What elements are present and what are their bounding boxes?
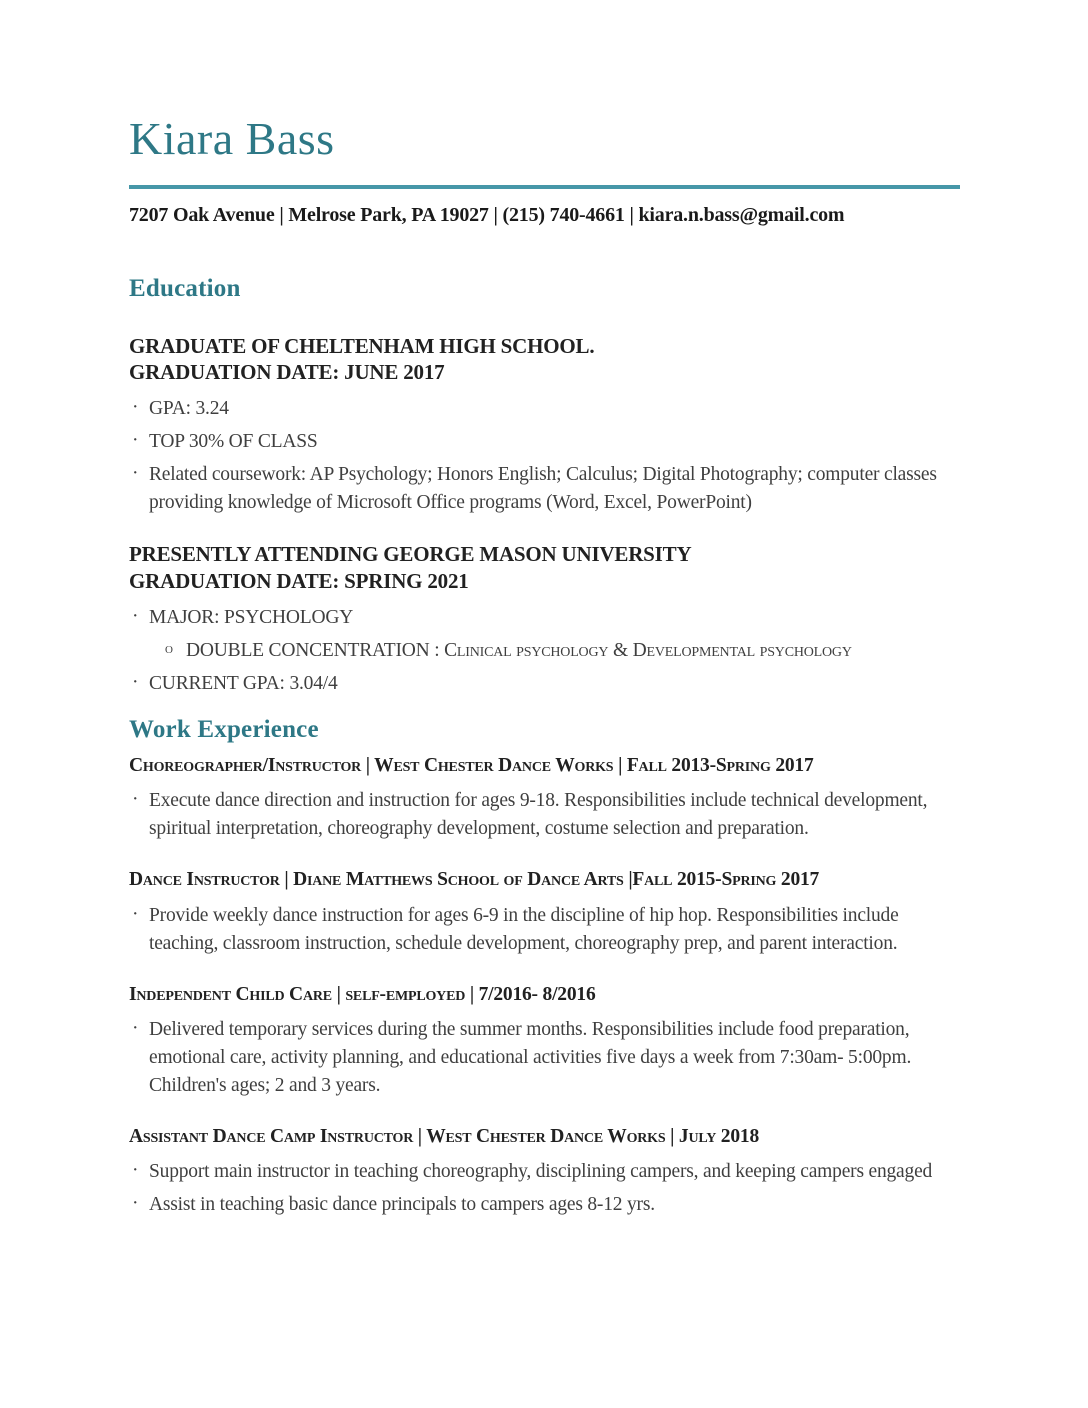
job-title: Assistant Dance Camp Instructor | West Chester Dance Works | July 2018 [129,1126,759,1148]
bullet-item: · Execute dance direction and instruction for ages 9-18. Responsibilities include technical development, spiritual interpretation, choreography development, costume selection and preparation. [129,787,960,843]
education-heading: Education [129,274,241,302]
resume-header [129,114,960,227]
school-name-line: GRADUATE OF CHELTENHAM HIGH SCHOOL. [129,333,595,358]
university-name-line: PRESENTLY ATTENDING GEORGE MASON UNIVERSITY [129,542,692,567]
bullet-item: · Delivered temporary services during the summer months. Responsibilities include food preparation, emotional care, activity planning, and educational activities five days a week from 7:30am- 5:00pm. Children's ages; 2 and 3 years. [129,1016,960,1100]
school-bullet-list [129,395,960,517]
bullet-class-rank: · TOP 30% OF CLASS [129,428,960,456]
bullet-coursework: · Related coursework: AP Psychology; Honors English; Calculus; Digital Photography; computer classes providing knowledge of Microsoft Office programs (Word, Excel, PowerPoint) [129,461,960,517]
work-experience-heading: Work Experience [129,716,319,744]
bullet-item: · Assist in teaching basic dance principals to campers ages 8-12 yrs. [129,1191,960,1219]
job-title: Choreographer/Instructor | West Chester Dance Works | Fall 2013-Spring 2017 [129,755,814,777]
education-section [129,275,960,699]
job-entry-child-care [129,982,960,1100]
job-bullet-list [129,902,960,958]
education-entry-high-school [129,333,960,518]
university-bullet-list [129,604,960,698]
job-bullet-list [129,787,960,843]
graduation-date-line: GRADUATION DATE: JUNE 2017 [129,360,445,385]
job-bullet-list [129,1016,960,1100]
job-bullet-list [129,1158,960,1219]
education-entry-university [129,541,960,698]
sub-bullet-concentration: o DOUBLE CONCENTRATION : Clinical psychology & Developmental psychology [129,637,960,665]
contact-info-line: 7207 Oak Avenue | Melrose Park, PA 19027 | (215) 740-4661 | kiara.n.bass@gmail.com [129,203,845,226]
job-entry-choreographer [129,753,960,843]
school-title-block [129,333,960,387]
work-experience-section [129,716,960,1219]
job-entry-dance-instructor [129,867,960,957]
bullet-major: · MAJOR: PSYCHOLOGY [129,604,960,632]
bullet-item: · Provide weekly dance instruction for ages 6-9 in the discipline of hip hop. Responsibilities include teaching, classroom instruction, schedule development, choreography prep, and parent interaction. [129,902,960,958]
bullet-item: · Support main instructor in teaching choreography, disciplining campers, and keeping campers engaged [129,1158,960,1186]
graduation-date-line: GRADUATION DATE: SPRING 2021 [129,569,469,594]
header-divider-rule [129,185,960,189]
job-entry-camp-instructor [129,1124,960,1219]
job-title: Independent Child Care | self-employed | 7/2016- 8/2016 [129,983,596,1005]
bullet-gpa: · GPA: 3.24 [129,395,960,423]
university-title-block [129,541,960,595]
bullet-current-gpa: · CURRENT GPA: 3.04/4 [129,670,960,698]
job-title: Dance Instructor | Diane Matthews School of Dance Arts |Fall 2015-Spring 2017 [129,869,820,891]
person-name: Kiara Bass [129,113,335,164]
